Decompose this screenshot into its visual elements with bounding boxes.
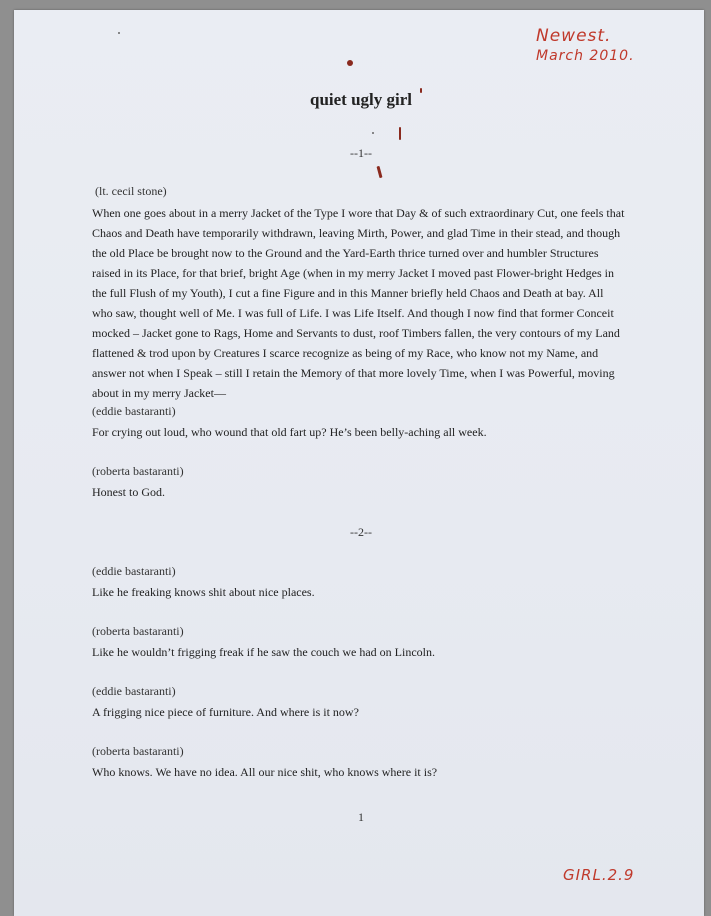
- speaker-label: (roberta bastaranti): [92, 624, 184, 638]
- speaker-label: (eddie bastaranti): [92, 684, 176, 698]
- speaker-label: (eddie bastaranti): [92, 404, 176, 418]
- section-marker-1: --1--: [350, 146, 372, 160]
- ink-mark: [347, 60, 353, 66]
- paper-speck: [372, 132, 374, 134]
- dialogue-text: Honest to God.: [92, 485, 165, 499]
- document-title: quiet ugly girl: [309, 90, 412, 109]
- speaker-label: (eddie bastaranti): [92, 564, 176, 578]
- handwritten-note-date: March 2010.: [536, 48, 635, 64]
- dialogue-text: For crying out loud, who wound that old fart up? He’s been belly-aching all week.: [92, 425, 487, 439]
- dialogue-text: Who knows. We have no idea. All our nice shit, who knows where it is?: [92, 765, 438, 779]
- dialogue-text: A frigging nice piece of furniture. And where is it now?: [92, 705, 359, 719]
- speaker-label: (roberta bastaranti): [92, 744, 184, 758]
- page-number: 1: [358, 810, 364, 824]
- dialogue-text: Like he freaking knows shit about nice places.: [92, 585, 315, 599]
- ink-mark: [399, 127, 401, 140]
- handwritten-note-newest: Newest.: [536, 26, 612, 46]
- speaker-label: (lt. cecil stone): [95, 184, 167, 198]
- paper-speck: [118, 32, 120, 34]
- section-marker-2: --2--: [350, 525, 372, 539]
- dialogue-text: Like he wouldn’t frigging freak if he saw the couch we had on Lincoln.: [92, 645, 436, 659]
- speaker-label: (roberta bastaranti): [92, 464, 184, 478]
- dialogue-text: When one goes about in a merry Jacket of the Type I wore that Day & of such extraordinary Cut, one feels that Chaos and Death have temporarily withdrawn, leaving Mirth, Power, and glad Time in their stead, and though the old Place be brought now to the Ground and the Yard-Earth thrice turned over and humbler Structures raised in its Place, for that brief, bright Age (when in my merry Jacket I moved past Flower-bright Hedges in the full Flush of my Youth), I cut a fine Figure and in this Manner briefly held Chaos and Death at bay. All who saw, thought well of Me. I was full of Life. I was Life Itself. And though I now find that former Conceit mocked – Jacket gone to Rags, Home and Servants to dust, roof Timbers fallen, the very contours of my Land flattened & trod upon by Creatures I scarce recognize as being of my Race, who know not my Name, and answer not when I Speak – still I retain the Memory of that more lovely Time, when I was Powerful, moving about in my merry Jacket—: [92, 206, 625, 400]
- handwritten-archive-number: GIRL.2.9: [563, 866, 635, 884]
